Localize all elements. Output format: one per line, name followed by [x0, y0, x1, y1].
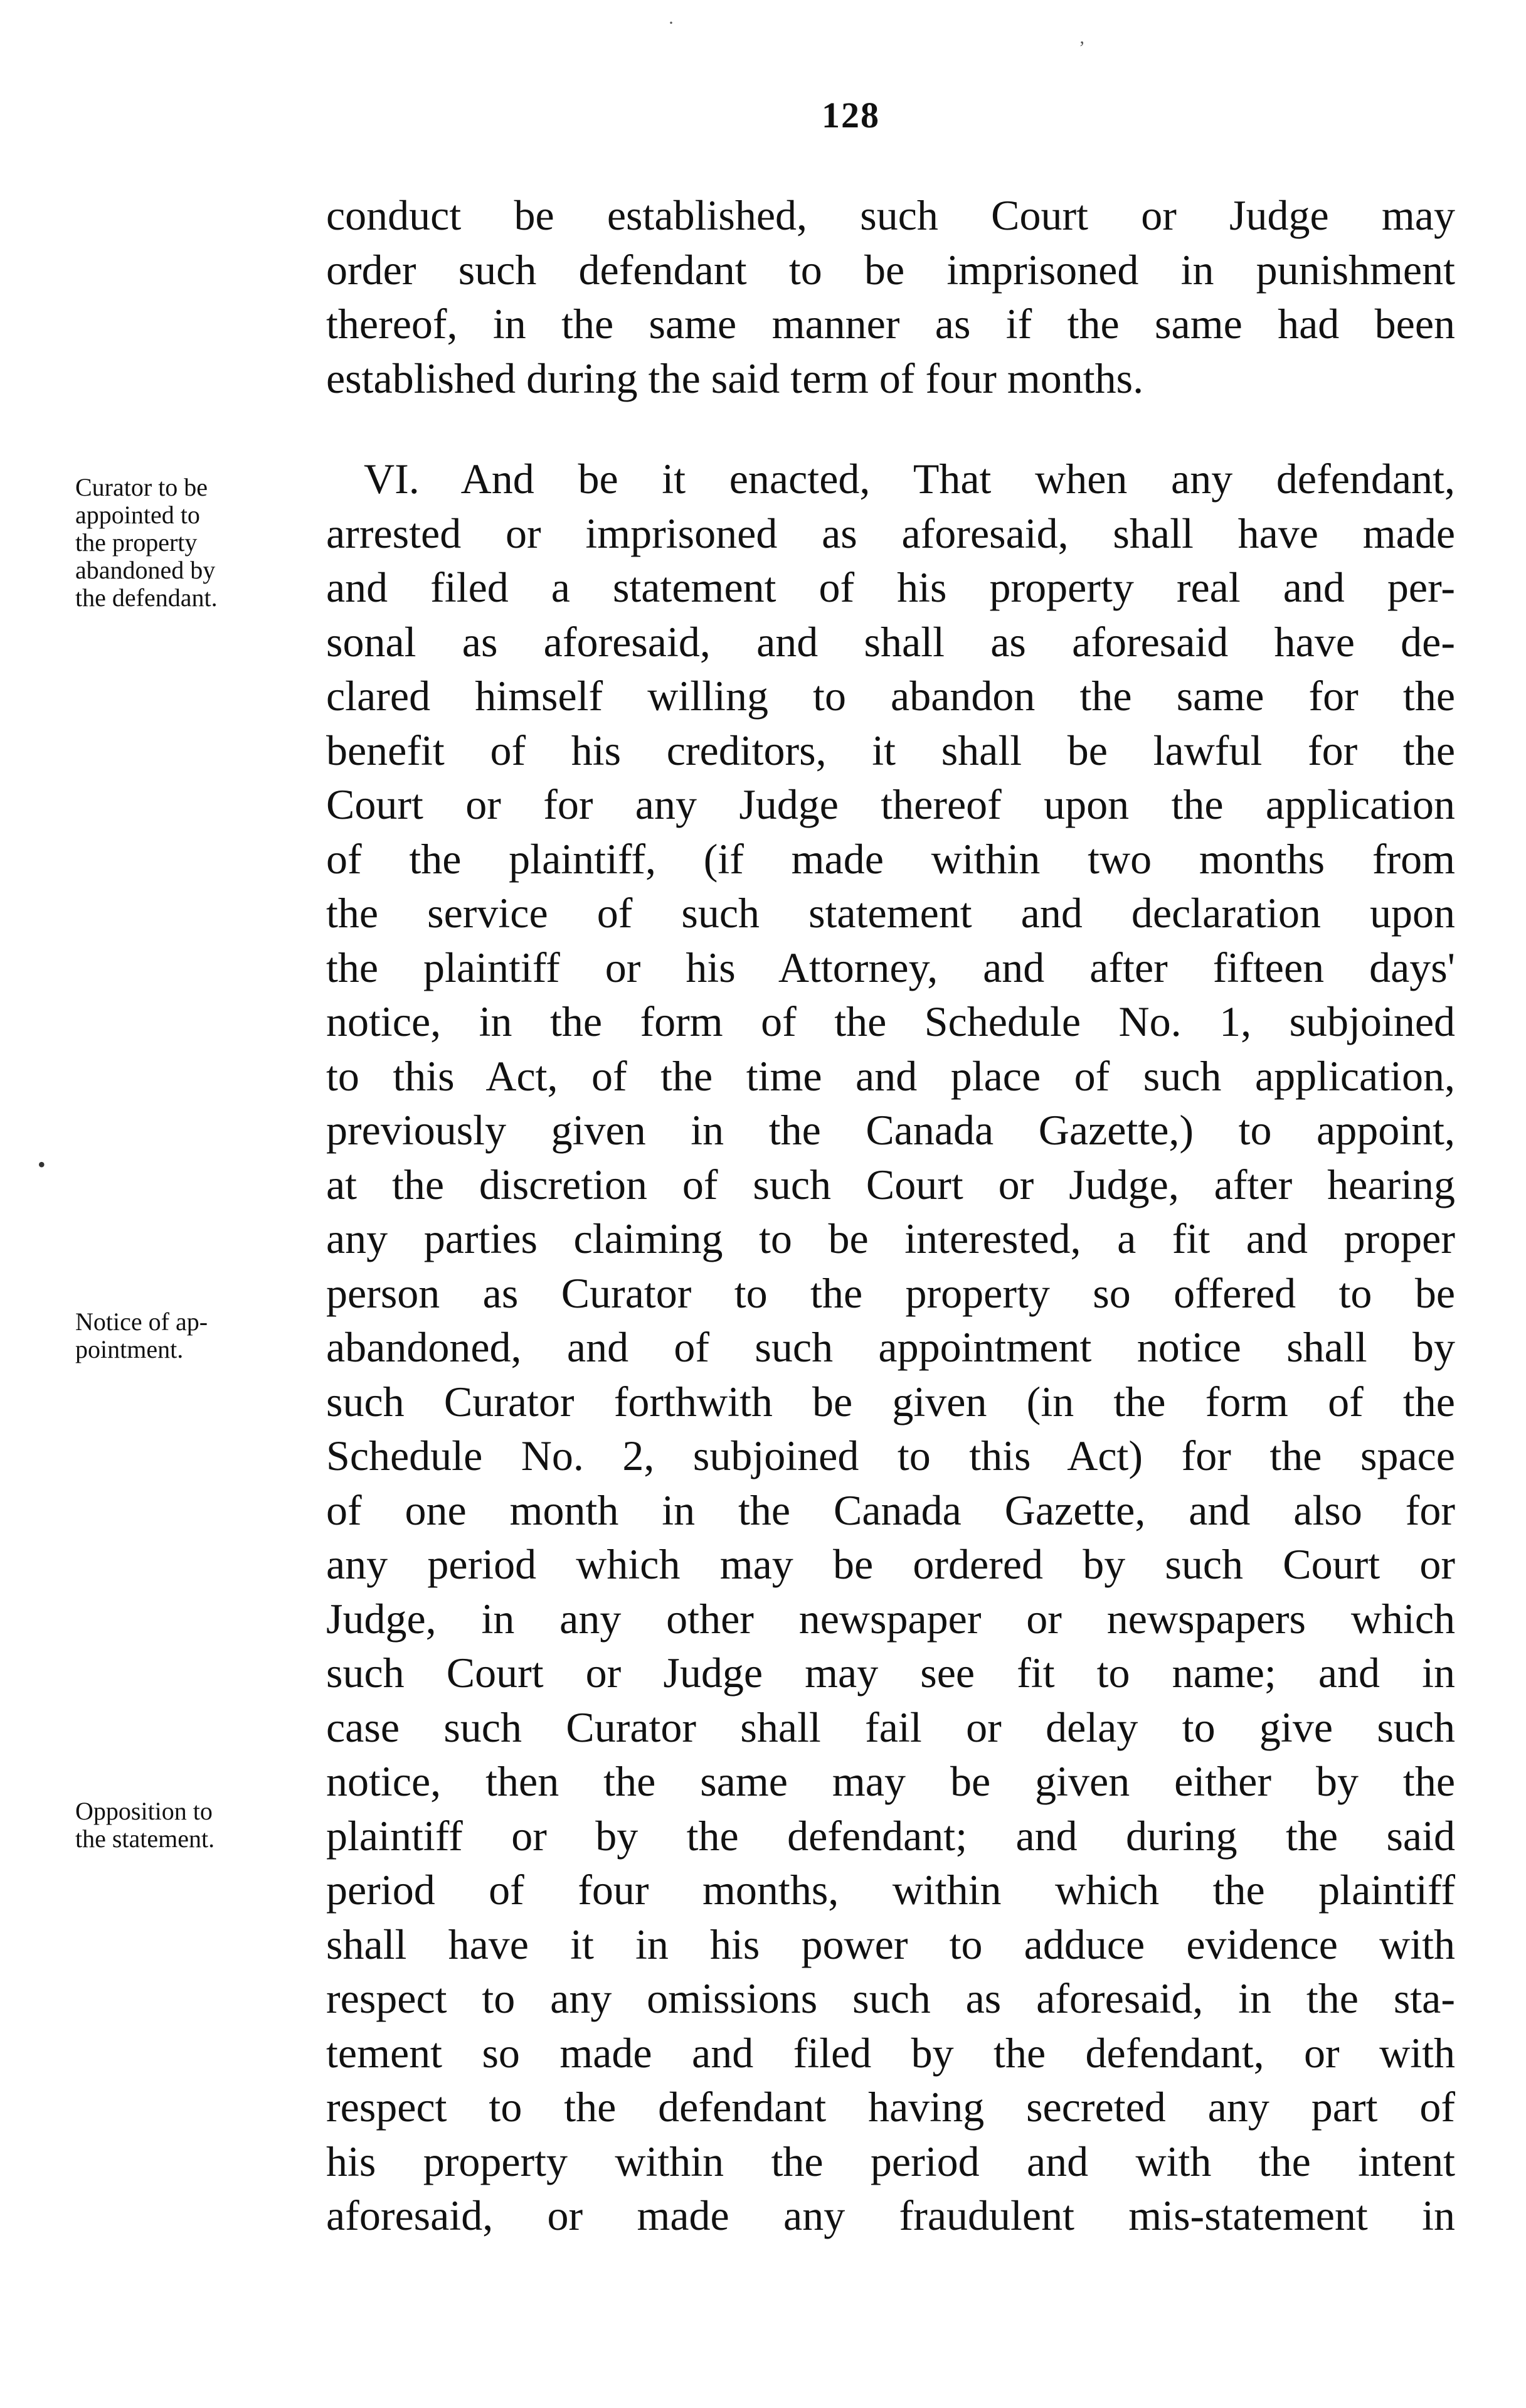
- text-line: previously given in the Canada Gazette,) to appoint,: [326, 1106, 1455, 1154]
- margin-note-line: appointed to: [75, 501, 200, 529]
- text-line: period of four months, within which the plaintiff: [326, 1866, 1455, 1914]
- text-line: aforesaid, or made any fraudulent mis-statement in: [326, 2192, 1455, 2239]
- text-line: and filed a statement of his property real and per-: [326, 563, 1455, 611]
- text-line: his property within the period and with the intent: [326, 2137, 1455, 2185]
- text-line: any parties claiming to be interested, a fit and proper: [326, 1215, 1455, 1262]
- text-line: benefit of his creditors, it shall be lawful for the: [326, 726, 1455, 774]
- margin-note-line: Notice of ap-: [75, 1308, 208, 1336]
- margin-note-opposition: [75, 1798, 326, 1853]
- text-line: Schedule No. 2, subjoined to this Act) for the space: [326, 1432, 1455, 1479]
- text-line: clared himself willing to abandon the same for the: [326, 672, 1455, 720]
- section-vi-paragraph: [326, 452, 1455, 2243]
- margin-note-notice: [75, 1308, 326, 1363]
- text-line: such Curator forthwith be given (in the form of the: [326, 1377, 1455, 1425]
- text-line: order such defendant to be imprisoned in punishment: [326, 245, 1455, 294]
- text-line: plaintiff or by the defendant; and during the said: [326, 1811, 1455, 1860]
- text-line: the service of such statement and declaration upon: [326, 889, 1455, 937]
- text-line: arrested or imprisoned as aforesaid, shall have made: [326, 509, 1455, 557]
- text-line: VI. And be it enacted, That when any defendant,: [364, 455, 1455, 503]
- text-line: case such Curator shall fail or delay to give such: [326, 1703, 1455, 1751]
- text-line: established during the said term of four months.: [326, 354, 1144, 402]
- text-line: notice, then the same may be given either by the: [326, 1757, 1455, 1805]
- margin-note-line: the defendant.: [75, 583, 218, 612]
- margin-note-curator: [75, 474, 326, 612]
- ink-speck: •: [38, 1152, 46, 1177]
- text-line: shall have it in his power to adduce evidence with: [326, 1920, 1455, 1968]
- text-line: thereof, in the same manner as if the same had been: [326, 300, 1455, 348]
- page-number: 128: [822, 95, 880, 136]
- margin-note-line: abandoned by: [75, 556, 216, 584]
- ink-speck: ·: [668, 13, 674, 33]
- text-line: at the discretion of such Court or Judge, after hearing: [326, 1160, 1455, 1208]
- text-line: such Court or Judge may see fit to name; and in: [326, 1649, 1455, 1697]
- text-line: respect to the defendant having secreted any part of: [326, 2083, 1455, 2131]
- text-line: notice, in the form of the Schedule No. 1, subjoined: [326, 998, 1455, 1045]
- ink-speck: ʼ: [1079, 38, 1085, 58]
- text-line: to this Act, of the time and place of such application,: [326, 1052, 1455, 1100]
- text-line: tement so made and filed by the defendant, or with: [326, 2028, 1455, 2077]
- text-line: respect to any omissions such as aforesaid, in the sta-: [326, 1974, 1455, 2022]
- text-line: of the plaintiff, (if made within two months from: [326, 834, 1455, 883]
- text-line: conduct be established, such Court or Judge may: [326, 191, 1455, 239]
- top-paragraph: [326, 188, 1455, 405]
- text-line: Court or for any Judge thereof upon the application: [326, 780, 1455, 828]
- margin-note-line: pointment.: [75, 1335, 184, 1363]
- margin-note-line: Opposition to: [75, 1797, 213, 1825]
- margin-note-line: the property: [75, 528, 198, 557]
- text-line: the plaintiff or his Attorney, and after fifteen days': [326, 943, 1455, 991]
- text-line: person as Curator to the property so offered to be: [326, 1269, 1455, 1317]
- text-line: of one month in the Canada Gazette, and also for: [326, 1486, 1455, 1534]
- text-line: Judge, in any other newspaper or newspapers which: [326, 1594, 1455, 1643]
- text-line: any period which may be ordered by such Court or: [326, 1540, 1455, 1588]
- text-line: abandoned, and of such appointment notice shall by: [326, 1323, 1455, 1371]
- margin-note-line: the statement.: [75, 1825, 215, 1853]
- text-line: sonal as aforesaid, and shall as aforesaid have de-: [326, 617, 1455, 666]
- margin-note-line: Curator to be: [75, 473, 208, 501]
